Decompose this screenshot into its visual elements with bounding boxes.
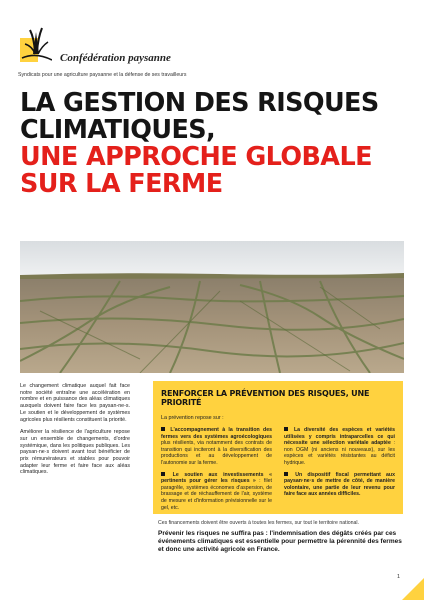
- key-statement: Prévenir les risques ne suffira pas : l'indemnisation des dégâts créés par ces événements climatiques est essentielle pour permettre la pérennité des fermes et donc une activité agricole en France.: [158, 530, 402, 553]
- box-left-column: [161, 427, 272, 516]
- confederation-paysanne-logo: [18, 24, 52, 64]
- title-line-3: UNE APPROCHE GLOBALE: [20, 142, 372, 172]
- org-tagline: Syndicats pour une agriculture paysanne et la défense de ses travailleurs: [18, 72, 187, 78]
- square-bullet-icon: [161, 472, 165, 476]
- box-title: RENFORCER LA PRÉVENTION DES RISQUES, UNE PRIORITÉ: [161, 389, 370, 407]
- box-right-column: [284, 427, 395, 516]
- prevention-item: Un dispositif fiscal permettant aux paysan·ne·s de mettre de côté, de manière volontaire, une partie de leur revenu pour faire face aux années difficiles.: [284, 471, 395, 498]
- title-line-2: CLIMATIQUES,: [20, 115, 216, 145]
- title-line-4: SUR LA FERME: [20, 169, 223, 199]
- page-number: 1: [396, 574, 400, 580]
- cracked-field-photo: [20, 241, 404, 373]
- prevention-item: L'accompagnement à la transition des fermes vers des systèmes agroécologiques plus résilients, via notamment des contrats de transition qui inciteront à la diversification des productions et au développement de l'autonomie sur la ferme.: [161, 427, 272, 466]
- box-intro: La prévention repose sur :: [161, 415, 224, 421]
- prevention-item: Le soutien aux investissements « pertinents pour gérer les risques » : filet paragrêle, systèmes économes d'aspersion, de brassage et de réchauffement de l'air, système de mesure et d'information prévisionnelle sur le gel, etc.: [161, 471, 272, 511]
- square-bullet-icon: [284, 472, 288, 476]
- square-bullet-icon: [284, 427, 288, 431]
- intro-paragraph-2: Améliorer la résilience de l'agriculture repose sur un ensemble de changements, d'ordre systémique, dans les politiques publiques. Les paysan·ne·s doivent avant tout bénéficier de prix rémunérateurs et stables pour pouvoir adapter leur ferme et faire face aux aléas climatiques.: [20, 429, 130, 476]
- title-line-1: LA GESTION DES RISQUES: [20, 88, 379, 118]
- page-title: [20, 90, 410, 198]
- intro-column: [20, 383, 130, 482]
- square-bullet-icon: [161, 427, 165, 431]
- org-name: Confédération paysanne: [60, 52, 171, 64]
- financing-note: Ces financements doivent être ouverts à toutes les fermes, sur tout le territoire national.: [158, 520, 359, 526]
- prevention-box: [153, 381, 403, 514]
- prevention-item: La diversité des espèces et variétés utilisées y compris intraparcelles ce qui nécessite une sélection variétale adaptée : non OGM (ni anciens ni nouveaux), sur les espèces et variétés résistantes au déficit hydrique.: [284, 427, 395, 466]
- corner-triangle: [402, 578, 424, 600]
- intro-paragraph-1: Le changement climatique auquel fait face notre société entraîne une accélération en nombre et en puissance des aléas climatiques auxquels doivent faire face les paysan-ne-s. Le soutien et le développement de systèmes agricoles plus résilients constituent la priorité.: [20, 383, 130, 423]
